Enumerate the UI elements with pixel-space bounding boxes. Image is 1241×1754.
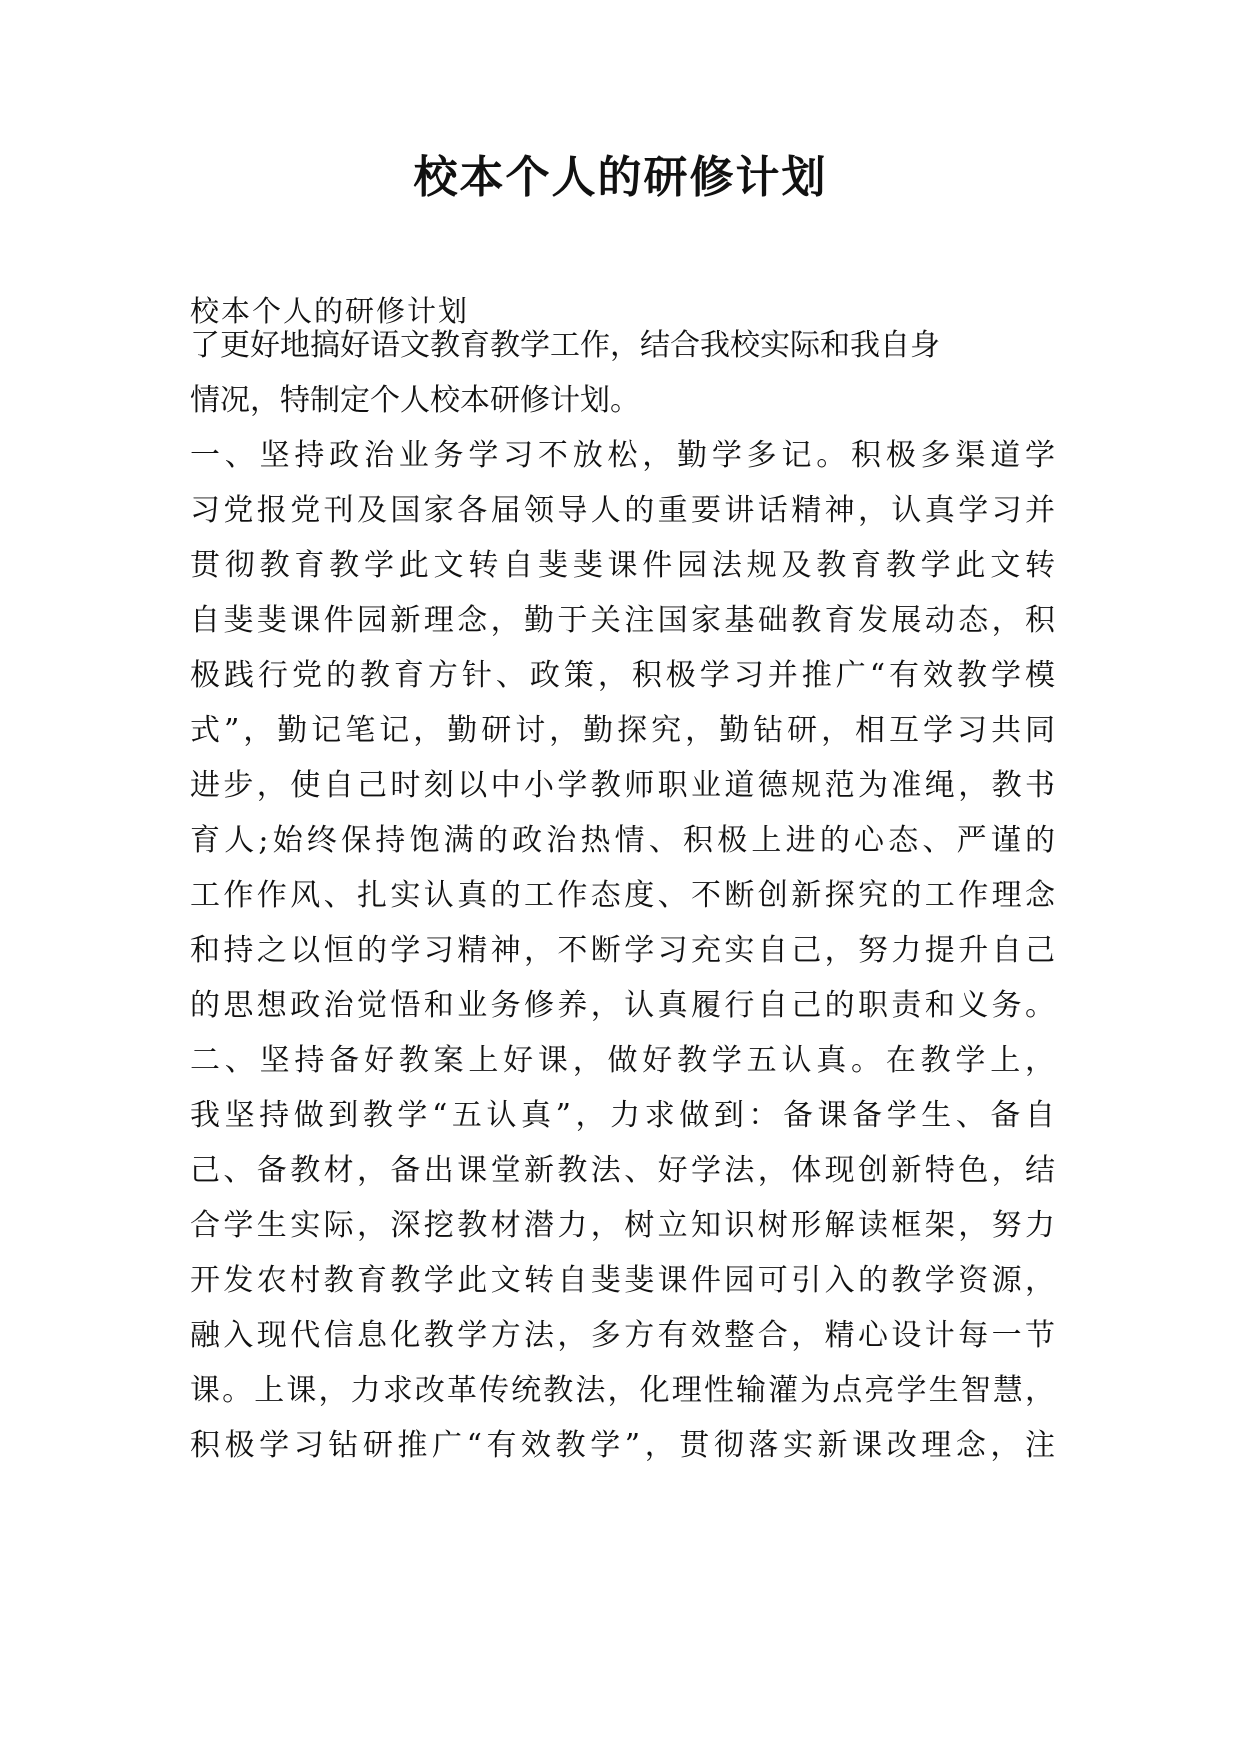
body-line: 合学生实际，深挖教材潜力，树立知识树形解读框架，努力 <box>190 1208 1055 1243</box>
body-line: 一、坚持政治业务学习不放松，勤学多记。积极多渠道学 <box>190 438 1055 473</box>
body-line: 贯彻教育教学此文转自斐斐课件园法规及教育教学此文转 <box>190 548 1055 583</box>
body-line: 自斐斐课件园新理念，勤于关注国家基础教育发展动态，积 <box>190 603 1055 638</box>
body-line: 工作作风、扎实认真的工作态度、不断创新探究的工作理念 <box>190 878 1055 913</box>
body-line: 习党报党刊及国家各届领导人的重要讲话精神，认真学习并 <box>190 493 1055 528</box>
body-line: 育人;始终保持饱满的政治热情、积极上进的心态、严谨的 <box>190 823 1055 858</box>
body-line: 我坚持做到教学“五认真”，力求做到：备课备学生、备自 <box>190 1098 1055 1133</box>
body-line: 融入现代信息化教学方法，多方有效整合，精心设计每一节 <box>190 1318 1055 1353</box>
body-line: 了更好地搞好语文教育教学工作，结合我校实际和我自身 <box>190 328 940 363</box>
body-line: 极践行党的教育方针、政策，积极学习并推广“有效教学模 <box>190 658 1055 693</box>
body-line: 式”，勤记笔记，勤研讨，勤探究，勤钻研，相互学习共同 <box>190 713 1055 748</box>
body-line: 情况，特制定个人校本研修计划。 <box>190 383 640 418</box>
body-line: 积极学习钻研推广“有效教学”，贯彻落实新课改理念，注 <box>190 1428 1055 1463</box>
document-title: 校本个人的研修计划 <box>413 152 828 203</box>
body-line: 二、坚持备好教案上好课，做好教学五认真。在教学上， <box>190 1043 1055 1078</box>
body-line: 课。上课，力求改革传统教法，化理性输灌为点亮学生智慧， <box>190 1373 1055 1408</box>
body-line: 己、备教材，备出课堂新教法、好学法，体现创新特色，结 <box>190 1153 1055 1188</box>
body-line: 开发农村教育教学此文转自斐斐课件园可引入的教学资源， <box>190 1263 1055 1298</box>
body-line: 和持之以恒的学习精神，不断学习充实自己，努力提升自己 <box>190 933 1055 968</box>
document-subtitle: 校本个人的研修计划 <box>190 294 470 328</box>
body-line: 的思想政治觉悟和业务修养，认真履行自己的职责和义务。 <box>190 988 1055 1023</box>
body-line: 进步，使自己时刻以中小学教师职业道德规范为准绳，教书 <box>190 768 1055 803</box>
